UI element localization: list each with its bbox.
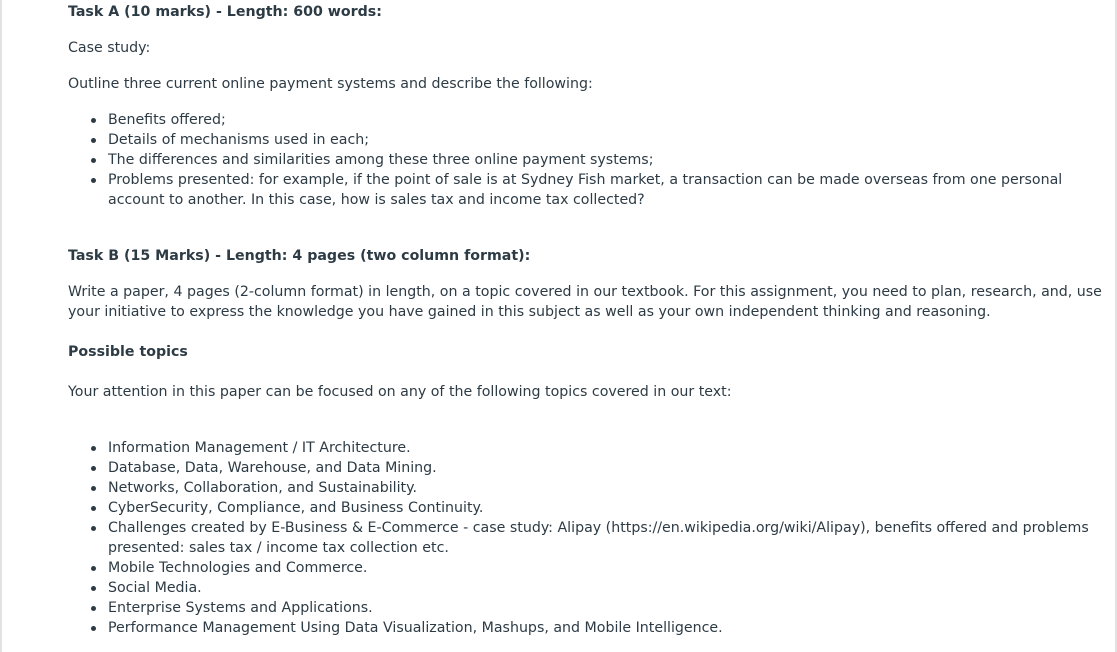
list-item: Mobile Technologies and Commerce. [108,558,1108,578]
topics-list [68,438,1108,638]
case-study-label: Case study: [68,40,151,56]
list-item: Benefits offered; [108,110,1108,130]
list-item: Problems presented: for example, if the point of sale is at Sydney Fish market, a transaction can be made overseas from one personal account to another. In this case, how is sales tax and income tax collected? [108,170,1108,210]
task-a-heading: Task A (10 marks) - Length: 600 words: [68,4,382,20]
list-item: Social Media. [108,578,1108,598]
list-item: Enterprise Systems and Applications. [108,598,1108,618]
assignment-content [68,2,1108,638]
list-item: The differences and similarities among these three online payment systems; [108,150,1108,170]
task-a-list [68,110,1108,210]
list-item: Challenges created by E-Business & E-Commerce - case study: Alipay (https://en.wikipedia.org/wiki/Alipay), benefits offered and problems presented: sales tax / income tax collection etc. [108,518,1108,558]
list-item: Performance Management Using Data Visualization, Mashups, and Mobile Intelligence. [108,618,1108,638]
task-b-heading: Task B (15 Marks) - Length: 4 pages (two column format): [68,248,531,264]
list-item: Details of mechanisms used in each; [108,130,1108,150]
topics-intro: Your attention in this paper can be focused on any of the following topics covered in our text: [68,384,732,400]
task-a-intro: Outline three current online payment systems and describe the following: [68,76,593,92]
list-item: Database, Data, Warehouse, and Data Mining. [108,458,1108,478]
list-item: Information Management / IT Architecture. [108,438,1108,458]
list-item: CyberSecurity, Compliance, and Business Continuity. [108,498,1108,518]
task-b-description: Write a paper, 4 pages (2-column format) in length, on a topic covered in our textbook. For this assignment, you need to plan, research, and, use your initiative to express the knowledge you have gained in this subject as well as your own independent thinking and reasoning. [68,284,1102,320]
possible-topics-heading: Possible topics [68,344,188,360]
list-item: Networks, Collaboration, and Sustainability. [108,478,1108,498]
